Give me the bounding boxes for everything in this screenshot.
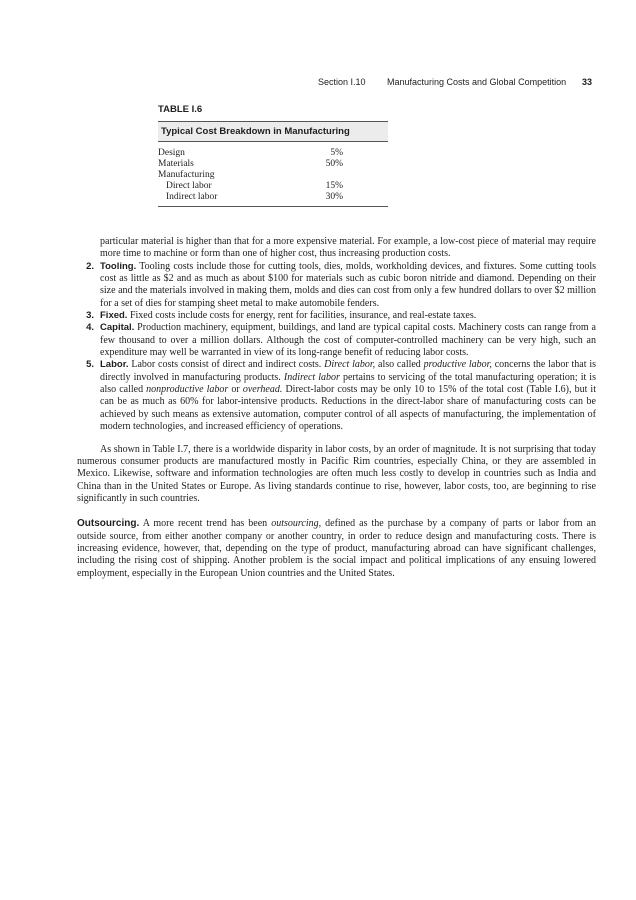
labor-disparity-paragraph: As shown in Table I.7, there is a worldwide disparity in labor costs, by an order of magnitude. It is not surprising that today numerous consumer products are manufactured mostly in Pacific Rim countries, especially China, or they are assembled in Mexico. Likewise, software and information technologies are often much less costly to develop in countries such as India and China than in the United States or Europe. As living standards continue to rise, however, labor costs, too, are beginning to rise significantly in such countries. [77,443,596,504]
list-item-fixed [77,310,596,322]
outsourcing-heading: Outsourcing. [77,518,140,530]
term-outsourcing: outsourcing, [271,518,322,530]
item-heading: Fixed. [100,310,128,322]
running-title: Manufacturing Costs and Global Competition [387,77,567,87]
body-text [77,236,596,580]
item-number: 3. [86,310,94,322]
labor-text: pertains to servicing of the total manufacturing operation; it is also called [100,371,596,396]
item-number: 4. [86,322,94,334]
item-heading: Capital. [100,322,135,334]
table-bottom-rule [158,203,388,207]
table-row [158,148,388,159]
labor-text: also called [375,359,424,371]
list-item-capital [77,322,596,359]
list-item-labor [77,359,596,433]
row-label: Direct labor [166,181,212,191]
item-text: Tooling costs include those for cutting tools, dies, molds, workholding devices, and fixtures. Some cutting tools cost as little as $2 and as much as about $100 for materials such as cubic boron nitride and diamond. Depending on their size and the materials involved in making them, molds and dies can cost from only a few hundred dollars to over $2 million for a set of dies for stamping sheet metal to make automobile fenders. [100,260,596,309]
item-number: 5. [86,359,94,371]
table-row [158,159,388,170]
term-indirect-labor: Indirect labor [283,371,340,383]
item-number: 2. [86,260,94,272]
row-label: Manufacturing [158,170,215,180]
row-value: 5% [330,148,343,158]
term-productive-labor: productive labor, [423,359,492,371]
labor-text: concerns the labor that is directly involved in manufacturing products. [100,359,596,383]
table-title: Typical Cost Breakdown in Manufacturing [158,121,388,142]
row-label: Materials [158,159,194,169]
page-number: 33 [582,77,593,87]
term-direct-labor: Direct labor, [324,359,376,371]
labor-text: or [228,384,243,396]
list-item-tooling [77,261,596,310]
labor-text: Labor costs consist of direct and indirect costs. [128,359,325,371]
row-label: Design [158,148,185,158]
table-row [158,181,388,192]
section-number: Section I.10 [318,77,366,87]
row-value: 15% [325,181,343,191]
row-value: 30% [325,192,343,202]
item-heading: Labor. [100,359,129,371]
term-nonproductive-labor: nonproductive labor [146,384,229,396]
running-header [0,77,636,91]
continued-paragraph: particular material is higher than that for a more expensive material. For example, a low-cost piece of material may require more time to machine or form than one of higher cost, thus increasing production costs. [100,236,596,260]
cost-breakdown-table [158,104,388,207]
outsourcing-paragraph [77,518,596,580]
table-row [158,192,388,203]
row-value: 50% [325,159,343,169]
table-row [158,170,388,181]
item-text: Production machinery, equipment, buildings, and land are typical capital costs. Machinery costs can range from a few thousand to over a million dollars. Although the cost of computer-controlled machinery can be very high, such an expenditure may well be warranted in view of its long-range benefit of reducing labor costs. [100,322,596,359]
table-label: TABLE I.6 [158,104,203,115]
outsourcing-text: defined as the purchase by a company of parts or labor from an outside source, from either another company or another country, in order to reduce design and manufacturing costs. There is increasing evidence, however, that, depending on the type of product, manufacturing abroad can have significant challenges, including the rising cost of shipping. Another problem is the social impact and political implications of any ensuing lowered employment, especially in the European Union countries and the United States. [77,518,596,579]
row-label: Indirect labor [166,192,218,202]
term-overhead: overhead. [242,384,283,396]
labor-text: Direct-labor costs may be only 10 to 15% of the total cost (Table I.6), but it can be as much as 60% for labor-intensive products. Reductions in the direct-labor share of manufacturing costs can be achieved by such means as extensive automation, computer control of all aspects of manufacturing, the implementation of modern technologies, and increased efficiency of operations. [100,384,596,433]
item-heading: Tooling. [100,260,137,272]
outsourcing-text: A more recent trend has been [139,518,272,530]
item-text: Fixed costs include costs for energy, rent for facilities, insurance, and real-estate taxes. [127,310,477,322]
